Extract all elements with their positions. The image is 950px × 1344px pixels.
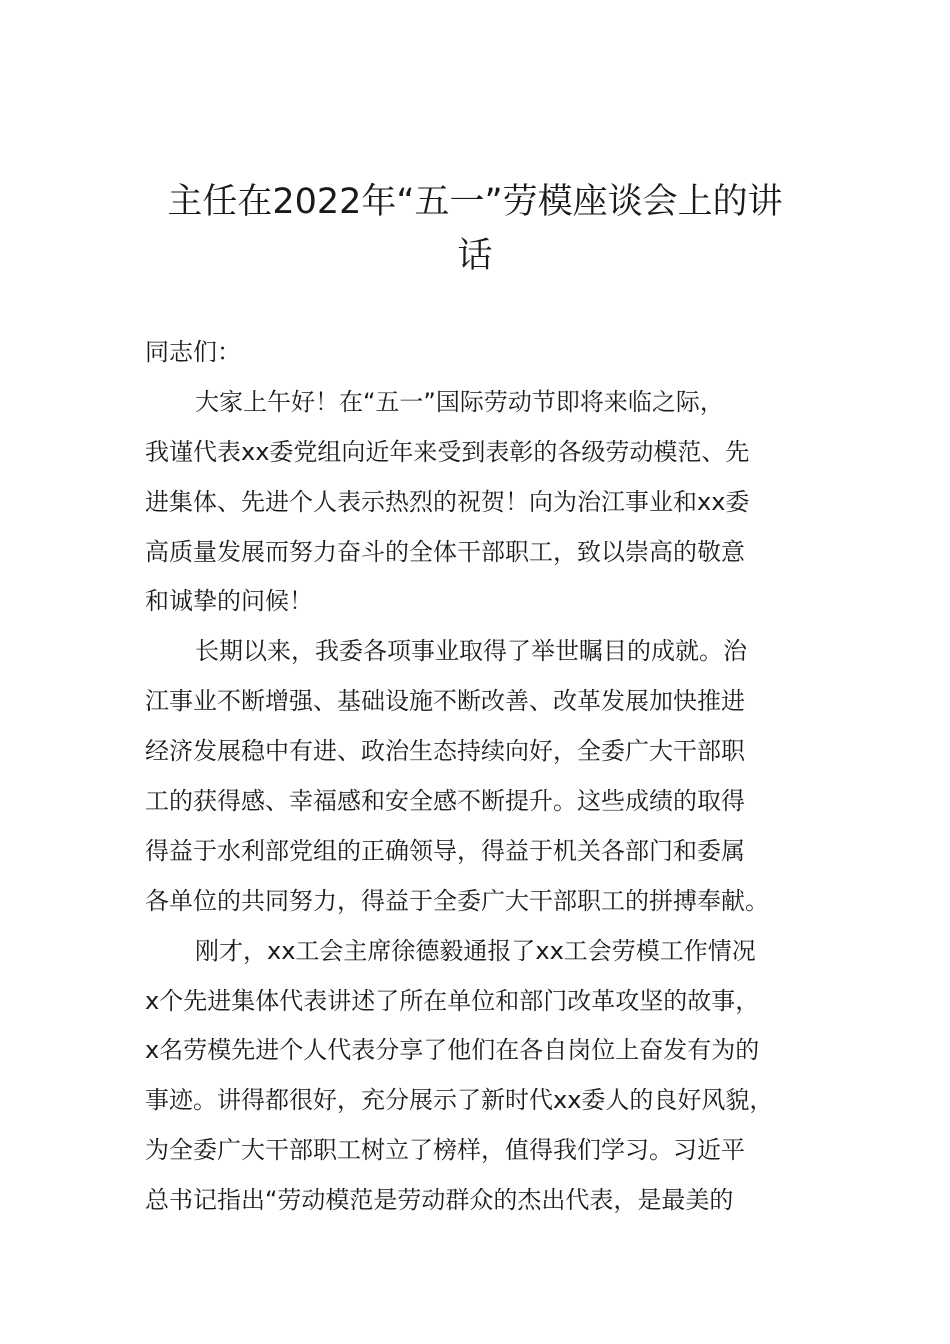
paragraph-line: 得益于水利部党组的正确领导，得益于机关各部门和委属 <box>145 836 745 865</box>
paragraph-line: 刚才，xx工会主席徐德毅通报了xx工会劳模工作情况 <box>195 936 756 965</box>
paragraph-line: 我谨代表xx委党组向近年来受到表彰的各级劳动模范、先 <box>145 437 750 466</box>
paragraph-line: 工的获得感、幸福感和安全感不断提升。这些成绩的取得 <box>145 787 745 816</box>
paragraph-line: 总书记指出“劳动模范是劳动群众的杰出代表，是最美的 <box>145 1186 734 1215</box>
title-line-1: 主任在2022年“五一”劳模座谈会上的讲 <box>167 182 783 222</box>
paragraph-line: x名劳模先进个人代表分享了他们在各自岗位上奋发有为的 <box>145 1036 760 1065</box>
paragraph-line: 大家上午好！在“五一”国际劳动节即将来临之际， <box>195 387 724 416</box>
paragraph-line: 江事业不断增强、基础设施不断改善、改革发展加快推进 <box>145 687 745 716</box>
paragraph-line: x个先进集体代表讲述了所在单位和部门改革攻坚的故事， <box>145 986 760 1015</box>
paragraph-line: 高质量发展而努力奋斗的全体干部职工，致以崇高的敬意 <box>145 537 745 566</box>
paragraph-line: 事迹。讲得都很好，充分展示了新时代xx委人的良好风貌， <box>145 1086 774 1115</box>
paragraph-line: 经济发展稳中有进、政治生态持续向好，全委广大干部职 <box>145 737 745 766</box>
document-title <box>120 175 830 283</box>
paragraph-line: 为全委广大干部职工树立了榜样，值得我们学习。习近平 <box>145 1136 745 1165</box>
paragraph-line: 和诚挚的问候！ <box>145 587 313 616</box>
paragraph-line: 进集体、先进个人表示热烈的祝贺！向为治江事业和xx委 <box>145 487 750 516</box>
paragraph-line: 长期以来，我委各项事业取得了举世瞩目的成就。治 <box>195 637 747 666</box>
title-line-2: 话 <box>457 236 493 276</box>
salutation: 同志们： <box>145 338 241 366</box>
document-body <box>145 328 815 1226</box>
paragraph-line: 各单位的共同努力，得益于全委广大干部职工的拼搏奉献。 <box>145 886 769 915</box>
